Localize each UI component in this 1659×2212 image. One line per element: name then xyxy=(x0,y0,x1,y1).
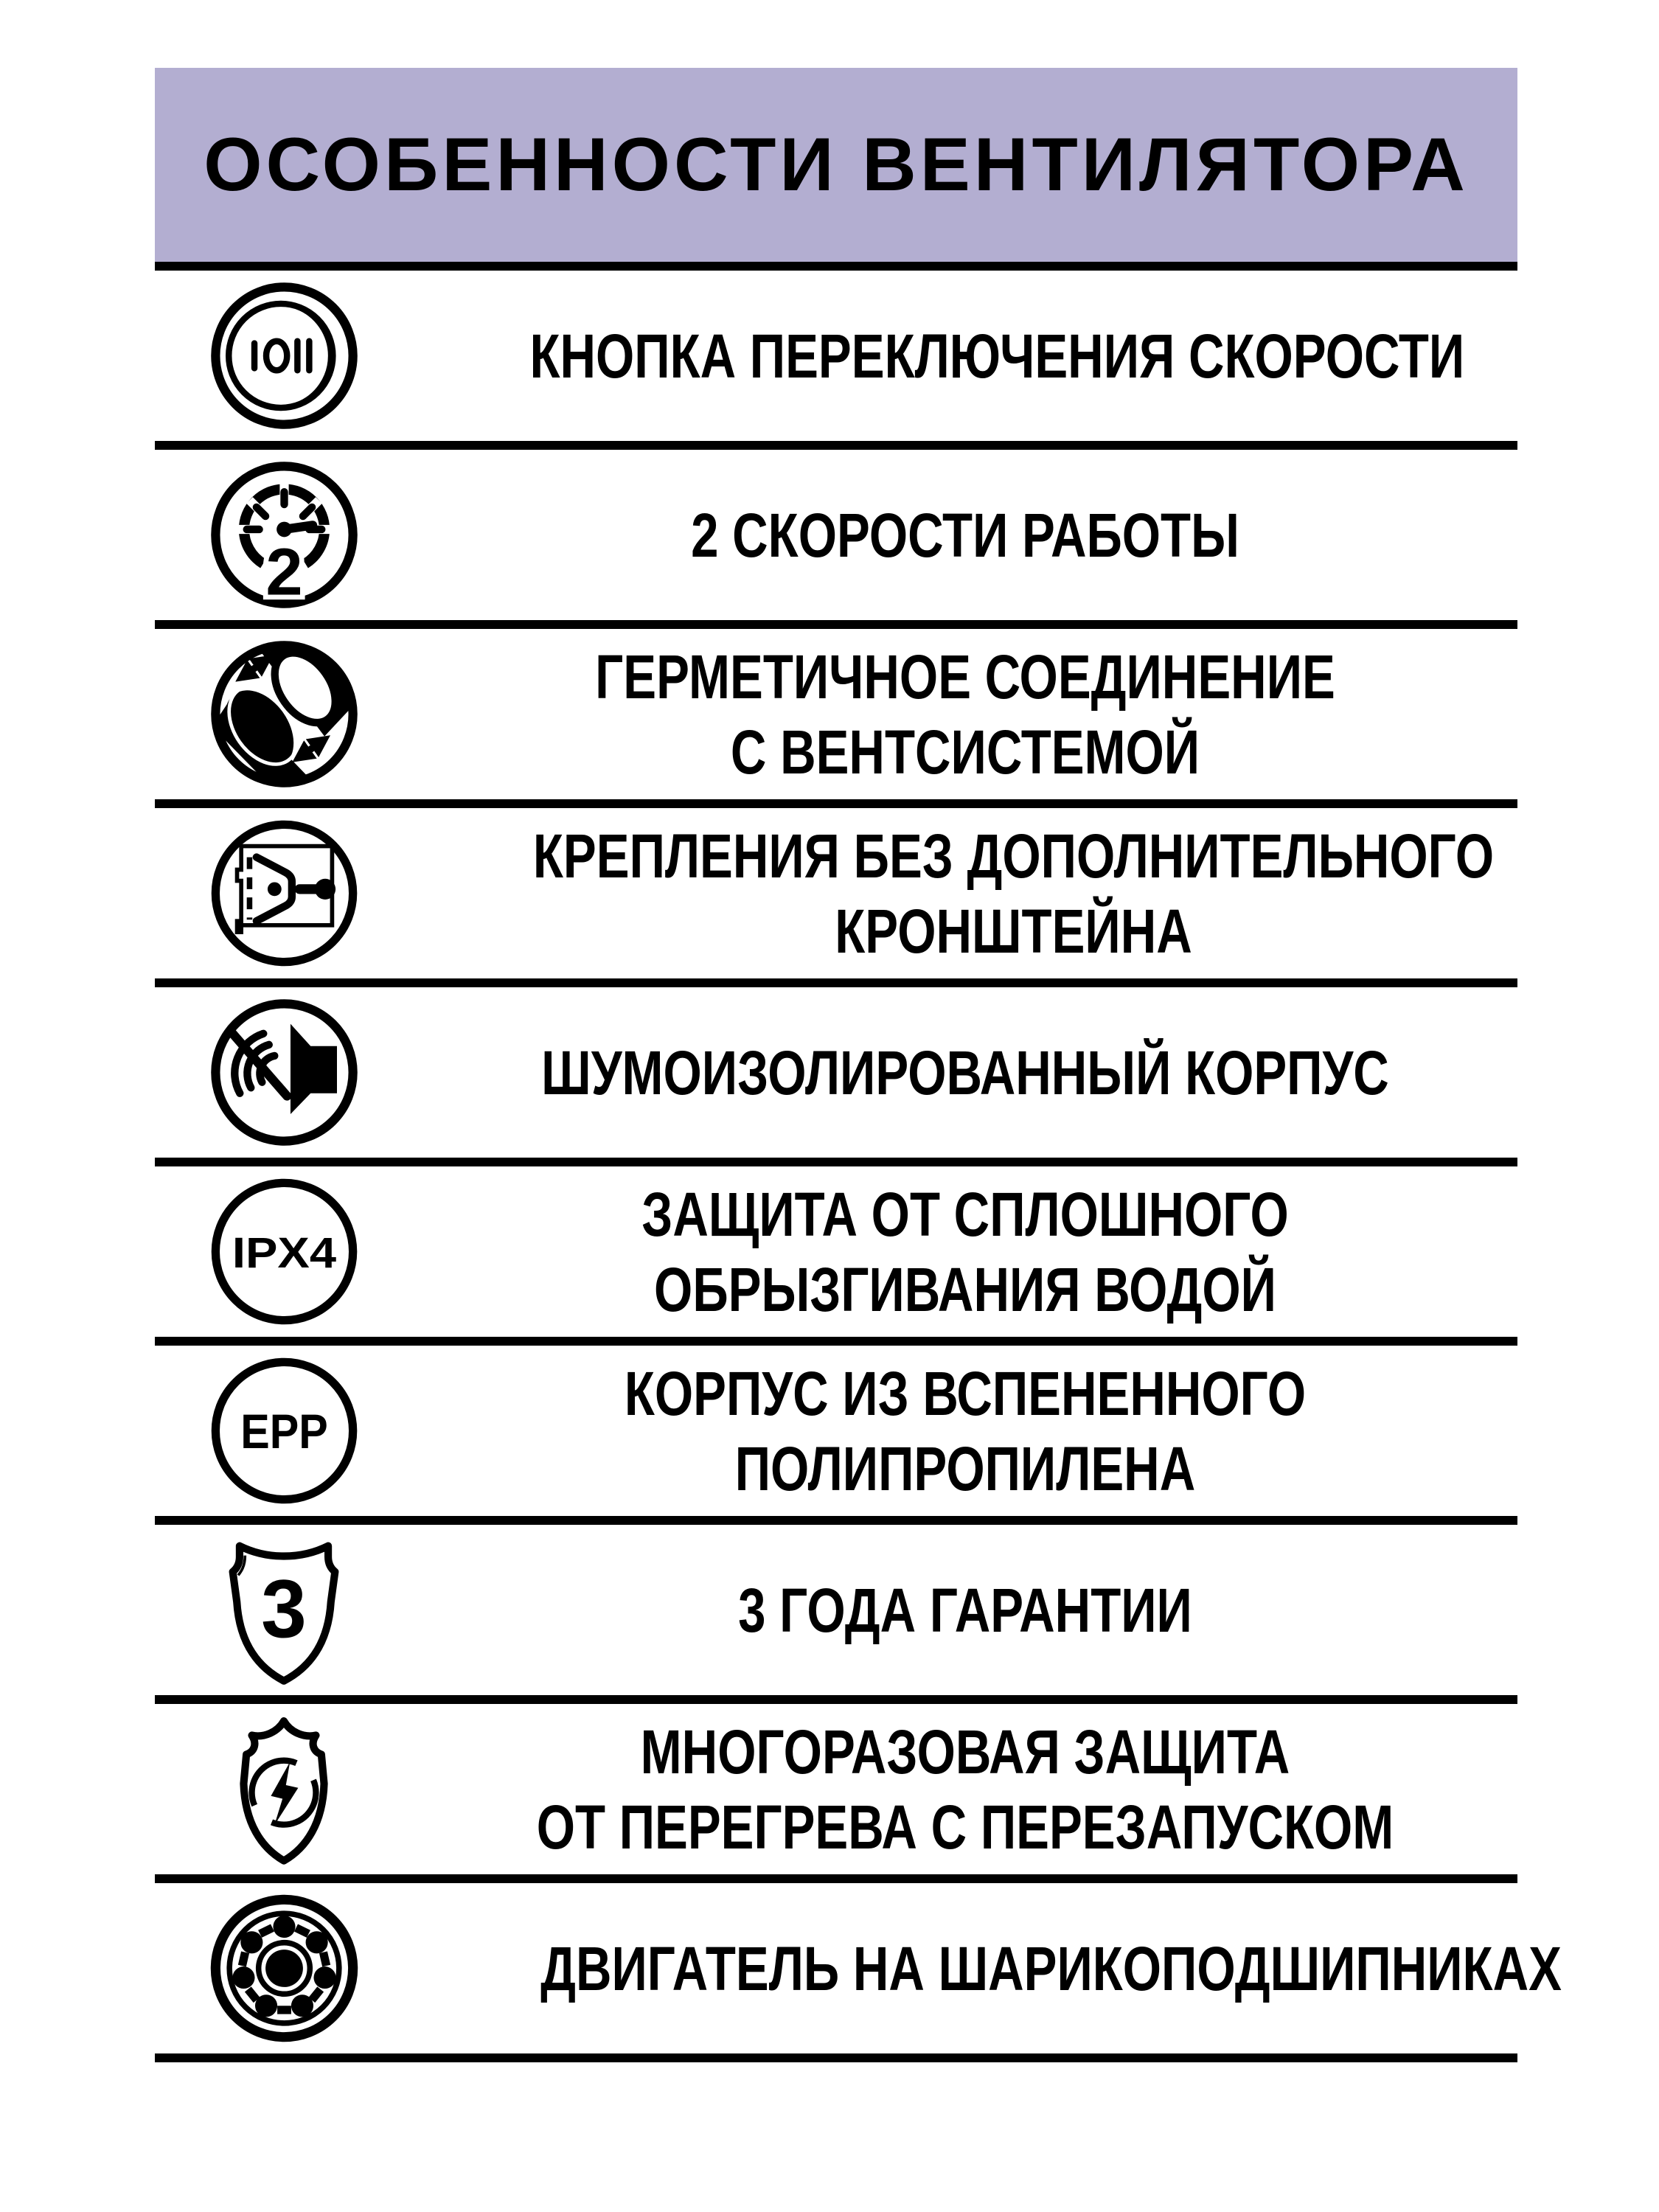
svg-text:EPP: EPP xyxy=(240,1404,328,1459)
feature-line: ОБРЫЗГИВАНИЯ ВОДОЙ xyxy=(654,1254,1276,1324)
feature-text xyxy=(533,808,1494,978)
feature-row xyxy=(155,1883,1562,2062)
feature-line: ПОЛИПРОПИЛЕНА xyxy=(734,1433,1196,1503)
feature-line: КНОПКА ПЕРЕКЛЮЧЕНИЯ СКОРОСТИ xyxy=(529,321,1465,391)
feature-text xyxy=(529,271,1464,441)
feature-text xyxy=(524,629,1407,799)
feature-line: МНОГОРАЗОВАЯ ЗАЩИТА xyxy=(640,1717,1290,1787)
feature-row xyxy=(155,1166,1517,1346)
feature-line: ДВИГАТЕЛЬ НА ШАРИКОПОДШИПНИКАХ xyxy=(540,1933,1562,2003)
ipx4-icon xyxy=(155,1166,413,1337)
ball-bearing-icon xyxy=(155,1883,413,2053)
header-band xyxy=(155,68,1517,271)
speed-switch-button-icon xyxy=(155,271,413,441)
noise-insulated-icon xyxy=(155,987,413,1158)
page-title: ОСОБЕННОСТИ ВЕНТИЛЯТОРА xyxy=(204,122,1469,206)
feature-text xyxy=(524,1704,1407,1874)
no-bracket-mounting-icon xyxy=(155,808,413,978)
feature-line: ЗАЩИТА ОТ СПЛОШНОГО xyxy=(641,1179,1289,1249)
feature-text xyxy=(524,987,1407,1158)
feature-line: ОТ ПЕРЕГРЕВА С ПЕРЕЗАПУСКОМ xyxy=(536,1792,1394,1862)
feature-text xyxy=(524,1346,1407,1516)
svg-text:IPX4: IPX4 xyxy=(232,1229,337,1278)
svg-text:2: 2 xyxy=(265,535,303,610)
feature-line: КРОНШТЕЙНА xyxy=(835,896,1192,966)
feature-row xyxy=(155,450,1517,629)
feature-text xyxy=(524,450,1407,620)
warranty-shield-icon xyxy=(155,1525,413,1695)
feature-row xyxy=(155,629,1517,808)
feature-row xyxy=(155,1346,1517,1525)
feature-line: КРЕПЛЕНИЯ БЕЗ ДОПОЛНИТЕЛЬНОГО xyxy=(532,821,1495,891)
svg-text:3: 3 xyxy=(261,1563,307,1655)
feature-row xyxy=(155,987,1517,1166)
feature-row xyxy=(155,808,1517,987)
overheat-protection-shield-icon xyxy=(155,1704,413,1874)
epp-icon xyxy=(155,1346,413,1516)
feature-row xyxy=(155,1525,1517,1704)
feature-line: С ВЕНТСИСТЕМОЙ xyxy=(730,717,1200,787)
feature-line: ГЕРМЕТИЧНОЕ СОЕДИНЕНИЕ xyxy=(595,641,1335,712)
feature-text xyxy=(524,1166,1407,1337)
feature-row xyxy=(155,271,1517,450)
content-column xyxy=(155,68,1562,2062)
speedometer-icon xyxy=(155,450,413,620)
feature-text xyxy=(524,1525,1407,1695)
feature-line: КОРПУС ИЗ ВСПЕНЕННОГО xyxy=(624,1358,1307,1428)
feature-line: 2 СКОРОСТИ РАБОТЫ xyxy=(691,500,1239,570)
feature-line: 3 ГОДА ГАРАНТИИ xyxy=(738,1575,1192,1645)
feature-row xyxy=(155,1704,1517,1883)
feature-line: ШУМОИЗОЛИРОВАННЫЙ КОРПУС xyxy=(541,1037,1389,1107)
feature-text xyxy=(540,1883,1562,2053)
duct-connection-icon xyxy=(155,629,413,799)
